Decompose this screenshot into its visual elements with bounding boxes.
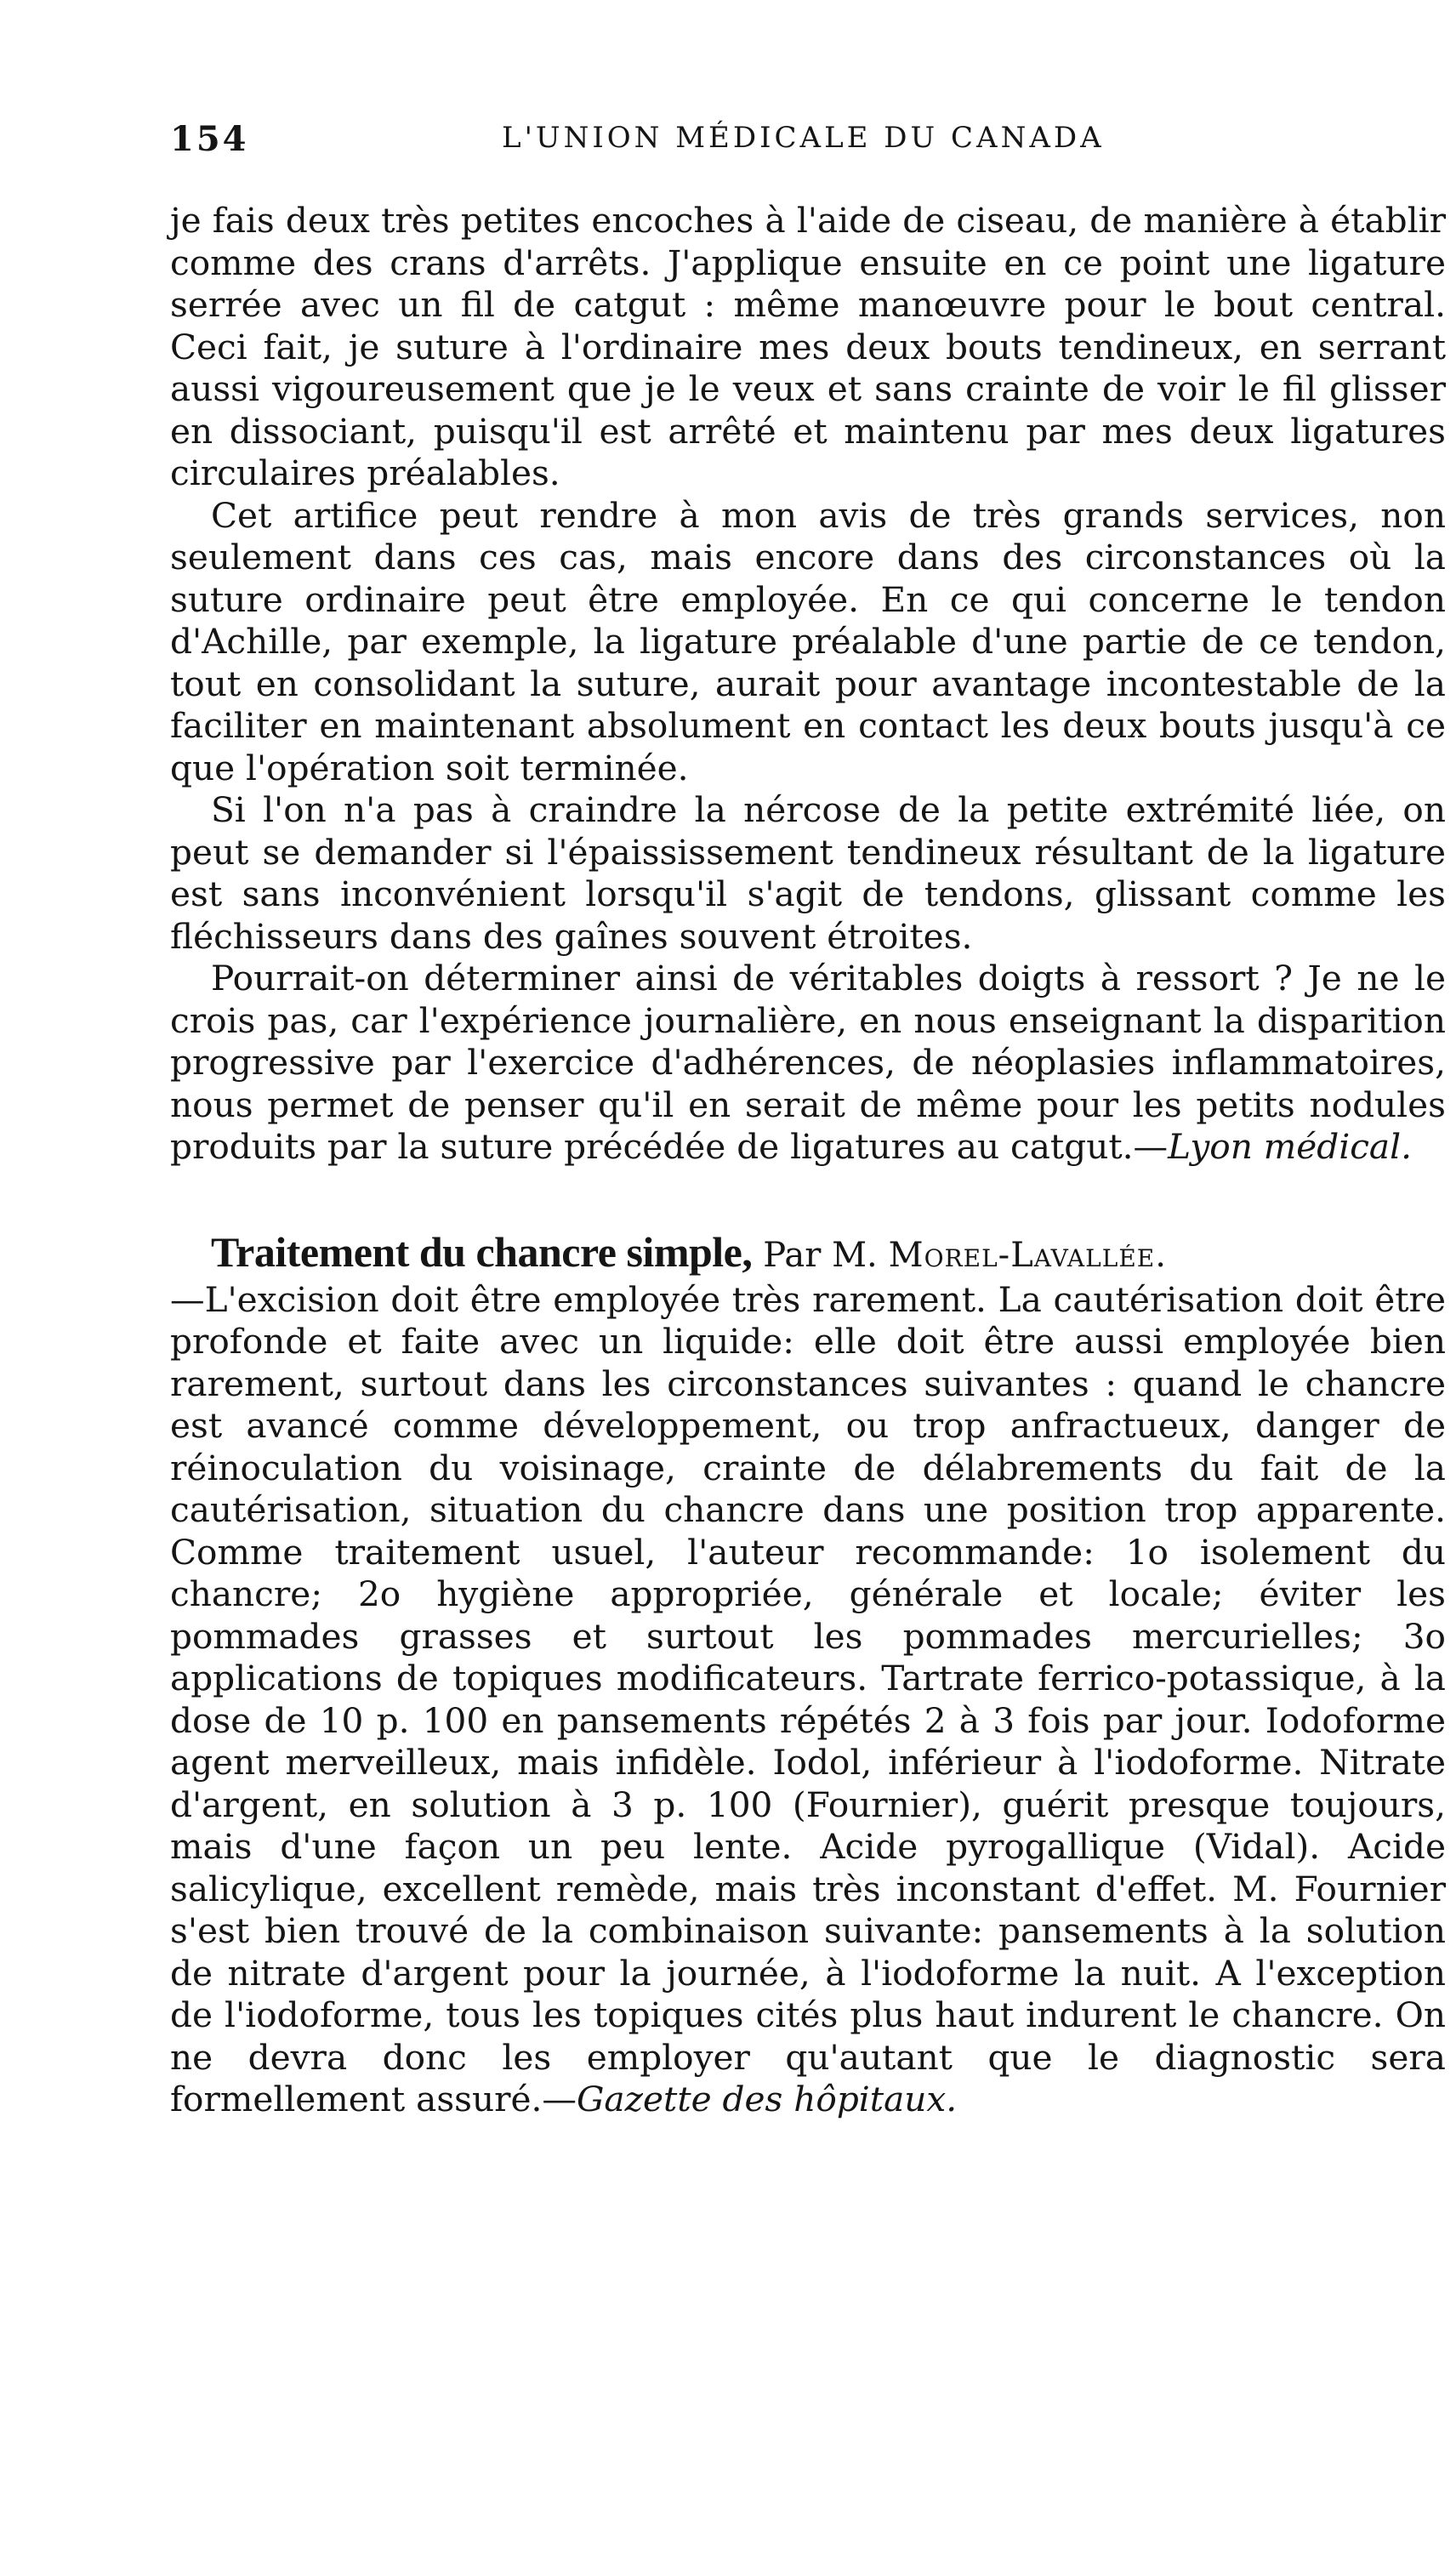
article-heading <box>170 1228 1446 1279</box>
source-citation-2: Gazette des hôpitaux. <box>577 2079 958 2119</box>
document-page <box>170 119 1446 2119</box>
paragraph-2: Cet artifice peut rendre à mon avis de très grands services, non seulement dans ces cas, mais encore dans des circonstances où la suture ordinaire peut être employée. En ce qui concerne le tendon d'Achille, par exemple, la ligature préalable d'une partie de ce tendon, tout en consolidant la suture, aurait pour avantage incontestable de la faciliter en maintenant absolument en contact les deux bouts jusqu'à ce que l'opération soit terminée. <box>170 494 1446 788</box>
paragraph-4-text: Pourrait-on déterminer ainsi de véritables doigts à ressort ? Je ne le crois pas, car l'expérience journalière, en nous enseignant la disparition progressive par l'exercice d'adhérences, de néoplasies inflammatoires, nous permet de penser qu'il en serait de même pour les petits nodules produits par la suture précédée de ligatures au catgut.— <box>170 958 1446 1167</box>
source-citation-1: Lyon médical. <box>1168 1126 1412 1167</box>
paragraph-3: Si l'on n'a pas à craindre la nércose de la petite extrémité liée, on peut se demander si l'épaississement tendineux résultant de la ligature est sans inconvénient lorsqu'il s'agit de tendons, glissant comme les fléchisseurs dans des gaînes souvent étroites. <box>170 789 1446 957</box>
author-prefix: Par M. <box>763 1235 878 1275</box>
running-title: L'UNION MÉDICALE DU CANADA <box>502 121 1105 155</box>
article-body-text: —L'excision doit être employée très rarement. La cautérisation doit être profonde et faite avec un liquide: elle doit être aussi employée bien rarement, surtout dans les circonstances suivantes : quand le chancre est avancé comme développement, ou trop anfractueux, danger de réinoculation du voisinage, crainte de délabrements du fait de la cautérisation, situation du chancre dans une position trop apparente. Comme traitement usuel, l'auteur recommande: 1o isolement du chancre; 2o hygiène appropriée, générale et locale; éviter les pommades grasses et surtout les pommades mercurielles; 3o applications de topiques modificateurs. Tartrate ferrico-potassique, à la dose de 10 p. 100 en pansements répétés 2 à 3 fois par jour. Iodoforme agent merveilleux, mais infidèle. Iodol, inférieur à l'iodoforme. Nitrate d'argent, en solution à 3 p. 100 (Fournier), guérit presque toujours, mais d'une façon un peu lente. Acide pyrogallique (Vidal). Acide salicylique, excellent remède, mais très inconstant d'effet. M. Fournier s'est bien trouvé de la combinaison suivante: pansements à la solution de nitrate d'argent pour la journée, à l'iodoforme la nuit. A l'exception de l'iodoforme, tous les topiques cités plus haut indurent le chancre. On ne devra donc les employer qu'autant que le diagnostic sera formellement assuré.— <box>170 1278 1446 2119</box>
paragraph-1: je fais deux très petites encoches à l'aide de ciseau, de manière à établir comme des crans d'arrêts. J'applique ensuite en ce point une ligature serrée avec un fil de catgut : même manœuvre pour le bout central. Ceci fait, je suture à l'ordinaire mes deux bouts tendineux, en serrant aussi vigoureusement que je le veux et sans crainte de voir le fil glisser en dissociant, puisqu'il est arrêté et maintenu par mes deux ligatures circulaires préalables. <box>170 200 1446 493</box>
article-body <box>170 1279 1446 2121</box>
article-title: Traitement du chancre simple, <box>211 1227 753 1276</box>
paragraph-4 <box>170 958 1446 1169</box>
page-number: 154 <box>170 119 249 159</box>
body-text <box>170 200 1446 2121</box>
section-gap <box>170 1169 1446 1228</box>
article-author: Morel-Lavallée. <box>888 1235 1167 1275</box>
page-header <box>170 119 1446 170</box>
